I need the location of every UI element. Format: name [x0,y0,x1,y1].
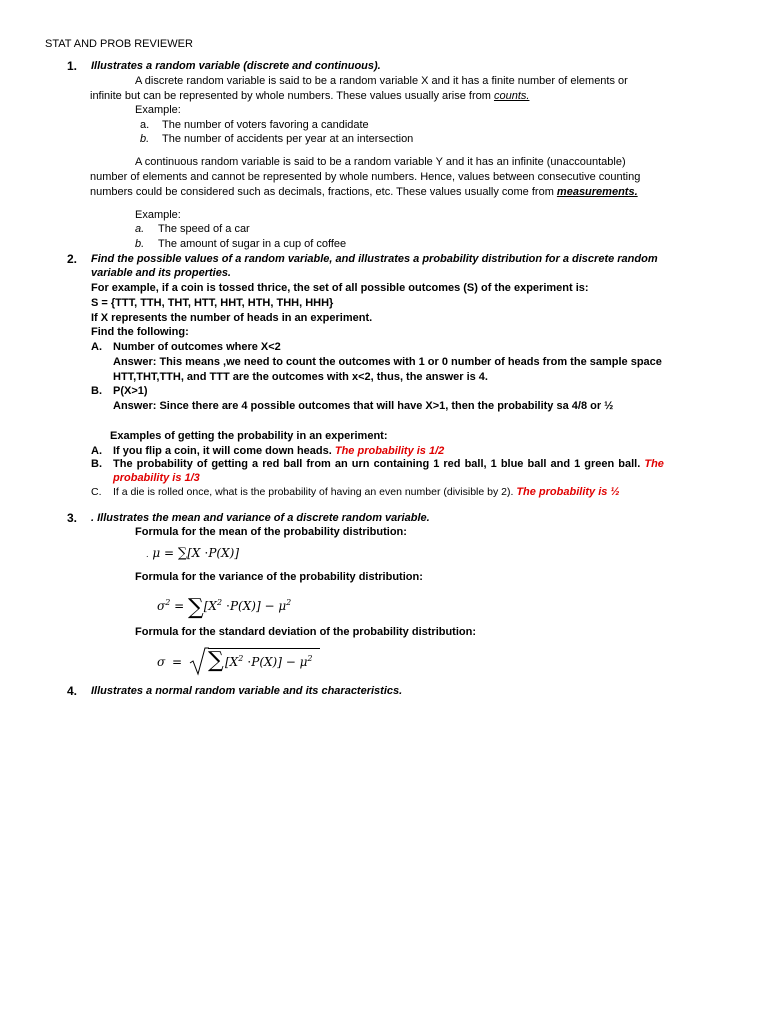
example-label: Example: [135,209,181,221]
list-item-marker: a. [135,223,145,235]
list-item: The speed of a car [158,223,250,235]
formula-variance: $\sigma^2 = \sum[X^2 \cdot P(X)] - \mu^2$ [157,595,292,620]
list-item: The amount of sugar in a cup of coffee [158,238,347,250]
formula-label-mean: Formula for the mean of the probability distribution: [135,526,407,538]
radical-sign-icon [189,646,209,676]
list-item-marker: A. [91,445,102,457]
measurements-term: measurements. [556,186,638,198]
counts-term: counts. [493,90,530,102]
example-b-line-1: The probability of getting a red ball from an urn containing 1 red ball, 1 blue ball and 1 green ball. The [113,458,664,470]
answer-highlight: The [644,458,664,470]
example-a: If you flip a coin, it will come down heads. The probability is 1/2 [113,445,445,457]
section-3-number: 3. [67,511,78,525]
section-3-heading: . Illustrates the mean and variance of a discrete random variable. [91,512,430,524]
formula-std-dev: σ = ∑ $[X^2 \cdot P(X)] - \mu^2$ [157,646,327,676]
list-item-marker: B. [91,385,102,397]
section-2-number: 2. [67,252,78,266]
section-2-line: For example, if a coin is tossed thrice, the set of all possible outcomes (S) of the experiment is: [91,282,589,294]
section-1-paragraph-1-line-2: infinite but can be represented by whole numbers. These values usually arise from counts. [90,90,530,102]
answer-highlight: The probability is ½ [516,486,620,498]
answer-a-line-1: Answer: This means ,we need to count the outcomes with 1 or 0 number of heads from the sample space [113,356,662,368]
section-2-line: If X represents the number of heads in an experiment. [91,312,373,324]
section-1-heading: Illustrates a random variable (discrete and continuous). [91,60,381,72]
section-4-heading: Illustrates a normal random variable and its characteristics. [91,685,403,697]
answer-highlight: The probability is 1/2 [334,445,445,457]
list-item-marker: A. [91,341,102,353]
section-1-paragraph-2-line-1: A continuous random variable is said to be a random variable Y and it has an infinite (unaccountable) [135,156,626,168]
question-b: P(X>1) [113,385,148,397]
answer-b: Answer: Since there are 4 possible outcomes that will have X>1, then the probability sa 4/8 or ½ [113,400,614,412]
document-title: STAT AND PROB REVIEWER [45,38,193,50]
section-1-paragraph-2-line-3: numbers could be considered such as decimals, fractions, etc. These values usually come from measurements. [90,186,638,198]
question-a: Number of outcomes where X<2 [113,341,281,353]
list-item: The number of accidents per year at an intersection [162,133,414,145]
list-item-marker: b. [135,238,145,250]
sample-space: S = {TTT, TTH, THT, HTT, HHT, HTH, THH, HHH} [91,297,334,309]
section-1-paragraph-1-line-1: A discrete random variable is said to be a random variable X and it has a finite number of elements or [135,75,628,87]
example-c: If a die is rolled once, what is the probability of having an even number (divisible by 2). The probability is ½ [113,486,620,498]
list-item: The number of voters favoring a candidate [162,119,369,131]
list-item-marker: a. [140,119,150,131]
formula-mean: . μ = ∑[X ⋅P(X)] [146,546,239,561]
examples-heading: Examples of getting the probability in an experiment: [110,430,388,442]
list-item-marker: C. [91,486,102,498]
section-1-number: 1. [67,59,78,73]
section-2-heading-line-2: variable and its properties. [91,267,231,279]
formula-label-std-dev: Formula for the standard deviation of the probability distribution: [135,626,477,638]
list-item-marker: B. [91,458,102,470]
formula-label-variance: Formula for the variance of the probability distribution: [135,571,423,583]
section-4-number: 4. [67,684,78,698]
section-1-paragraph-2-line-2: number of elements and cannot be represented by whole numbers. Hence, values between consecutive counting [90,171,641,183]
section-2-heading-line-1: Find the possible values of a random variable, and illustrates a probability distribution for a discrete random [91,253,658,265]
answer-a-line-2: HTT,THT,TTH, and TTT are the outcomes with x<2, thus, the answer is 4. [113,371,488,383]
example-label: Example: [135,104,181,116]
section-2-line: Find the following: [91,326,189,338]
list-item-marker: b. [140,133,150,145]
answer-highlight: probability is 1/3 [113,472,200,484]
radical-bar [208,648,320,649]
